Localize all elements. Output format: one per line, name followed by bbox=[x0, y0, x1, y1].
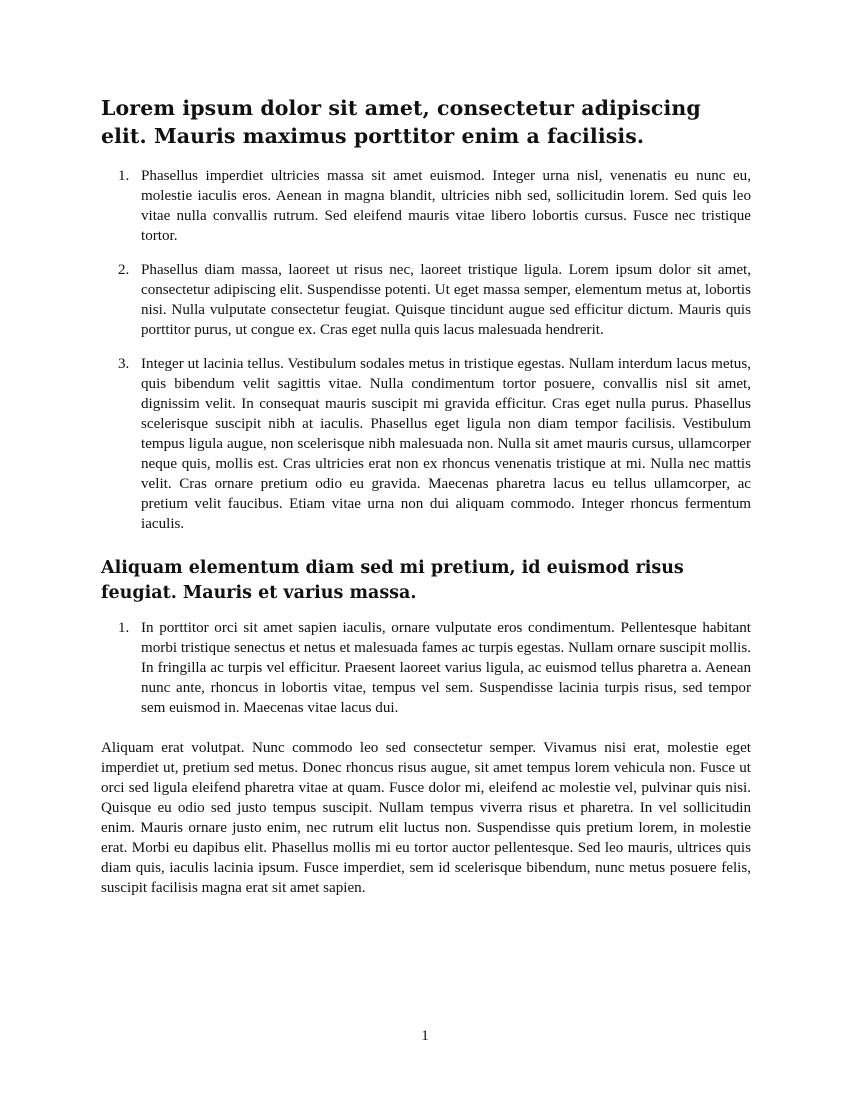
section-1-list bbox=[101, 166, 751, 534]
document-page bbox=[101, 94, 751, 898]
list-item-number: 2. bbox=[118, 262, 130, 278]
list-item-text: In porttitor orci sit amet sapien iaculis, ornare vulputate eros condimentum. Pellentesque habitant morbi tristique senectus et netus et malesuada fames ac turpis egestas. Nullam ornare suscipit mollis. In fringilla ac turpis vel efficitur. Praesent laoreet varius ligula, ac euismod tellus pharetra a. Aenean nunc ante, rhoncus in lobortis vitae, tempus vel sem. Suspendisse lacinia turpis risus, sed tempor sem euismod in. Maecenas vitae lacus dui. bbox=[141, 620, 751, 716]
section-2-list bbox=[101, 618, 751, 718]
list-item-number: 3. bbox=[118, 356, 130, 372]
body-paragraph: Aliquam erat volutpat. Nunc commodo leo sed consectetur semper. Vivamus nisi erat, molestie eget imperdiet ut, pretium sed metus. Donec rhoncus risus augue, sit amet tempus lorem vehicula non. Fusce ut orci sed ligula eleifend pharetra vitae at quam. Fusce dolor mi, eleifend ac molestie vel, pulvinar quis nisi. Quisque eu odio sed justo tempus suscipit. Nullam tempus viverra risus et pharetra. In vel sollicitudin enim. Mauris ornare justo enim, nec rutrum elit luctus non. Suspendisse quis pretium lorem, in molestie erat. Morbi eu dapibus elit. Phasellus mollis mi eu tortor auctor pellentesque. Sed leo mauris, ultrices quis diam quis, iaculis lacinia ipsum. Fusce imperdiet, sem id scelerisque bibendum, nunc metus posuere felis, suscipit facilisis magna erat sit amet sapien. bbox=[101, 740, 751, 896]
section-2-heading: Aliquam elementum diam sed mi pretium, id euismod risus feugiat. Mauris et varius massa. bbox=[101, 558, 684, 603]
list-item bbox=[101, 618, 751, 718]
list-item-number: 1. bbox=[118, 168, 130, 184]
list-item-number: 1. bbox=[118, 620, 130, 636]
list-item-text: Integer ut lacinia tellus. Vestibulum sodales metus in tristique egestas. Nullam interdum lacus metus, quis bibendum velit sagittis vitae. Nulla condimentum tortor posuere, convallis nisl sit amet, dignissim velit. In consequat mauris suscipit mi gravida efficitur. Cras eget nulla purus. Phasellus scelerisque suscipit nibh at iaculis. Phasellus eget ligula non diam tempor facilisis. Vestibulum tempus ligula augue, non scelerisque nibh malesuada non. Nulla sit amet mauris cursus, ullamcorper neque quis, mollis est. Cras ultricies erat non ex rhoncus venenatis tristique at mi. Nulla nec mattis velit. Cras ornare pretium odio eu gravida. Maecenas pharetra lacus eu tellus ullamcorper, ac pretium velit faucibus. Etiam vitae urna non dui aliquam commodo. Integer rhoncus fermentum iaculis. bbox=[141, 356, 751, 532]
section-1-heading: Lorem ipsum dolor sit amet, consectetur adipiscing elit. Mauris maximus porttitor enim a facilisis. bbox=[101, 96, 701, 148]
list-item bbox=[101, 260, 751, 340]
list-item-text: Phasellus imperdiet ultricies massa sit amet euismod. Integer urna nisl, venenatis eu nunc eu, molestie iaculis eros. Aenean in magna blandit, ultricies nibh sed, sollicitudin lorem. Sed quis leo vitae nulla convallis rutrum. Sed eleifend mauris vitae libero lobortis cursus. Fusce nec tristique tortor. bbox=[141, 168, 751, 244]
list-item bbox=[101, 354, 751, 534]
page-number: 1 bbox=[421, 1028, 429, 1044]
list-item-text: Phasellus diam massa, laoreet ut risus nec, laoreet tristique ligula. Lorem ipsum dolor sit amet, consectetur adipiscing elit. Suspendisse potenti. Ut eget massa semper, elementum metus at, lobortis nisi. Nulla vulputate consectetur feugiat. Quisque tincidunt augue sed efficitur dictum. Mauris quis porttitor purus, ut congue ex. Cras eget nulla quis lacus malesuada hendrerit. bbox=[141, 262, 751, 338]
list-item bbox=[101, 166, 751, 246]
